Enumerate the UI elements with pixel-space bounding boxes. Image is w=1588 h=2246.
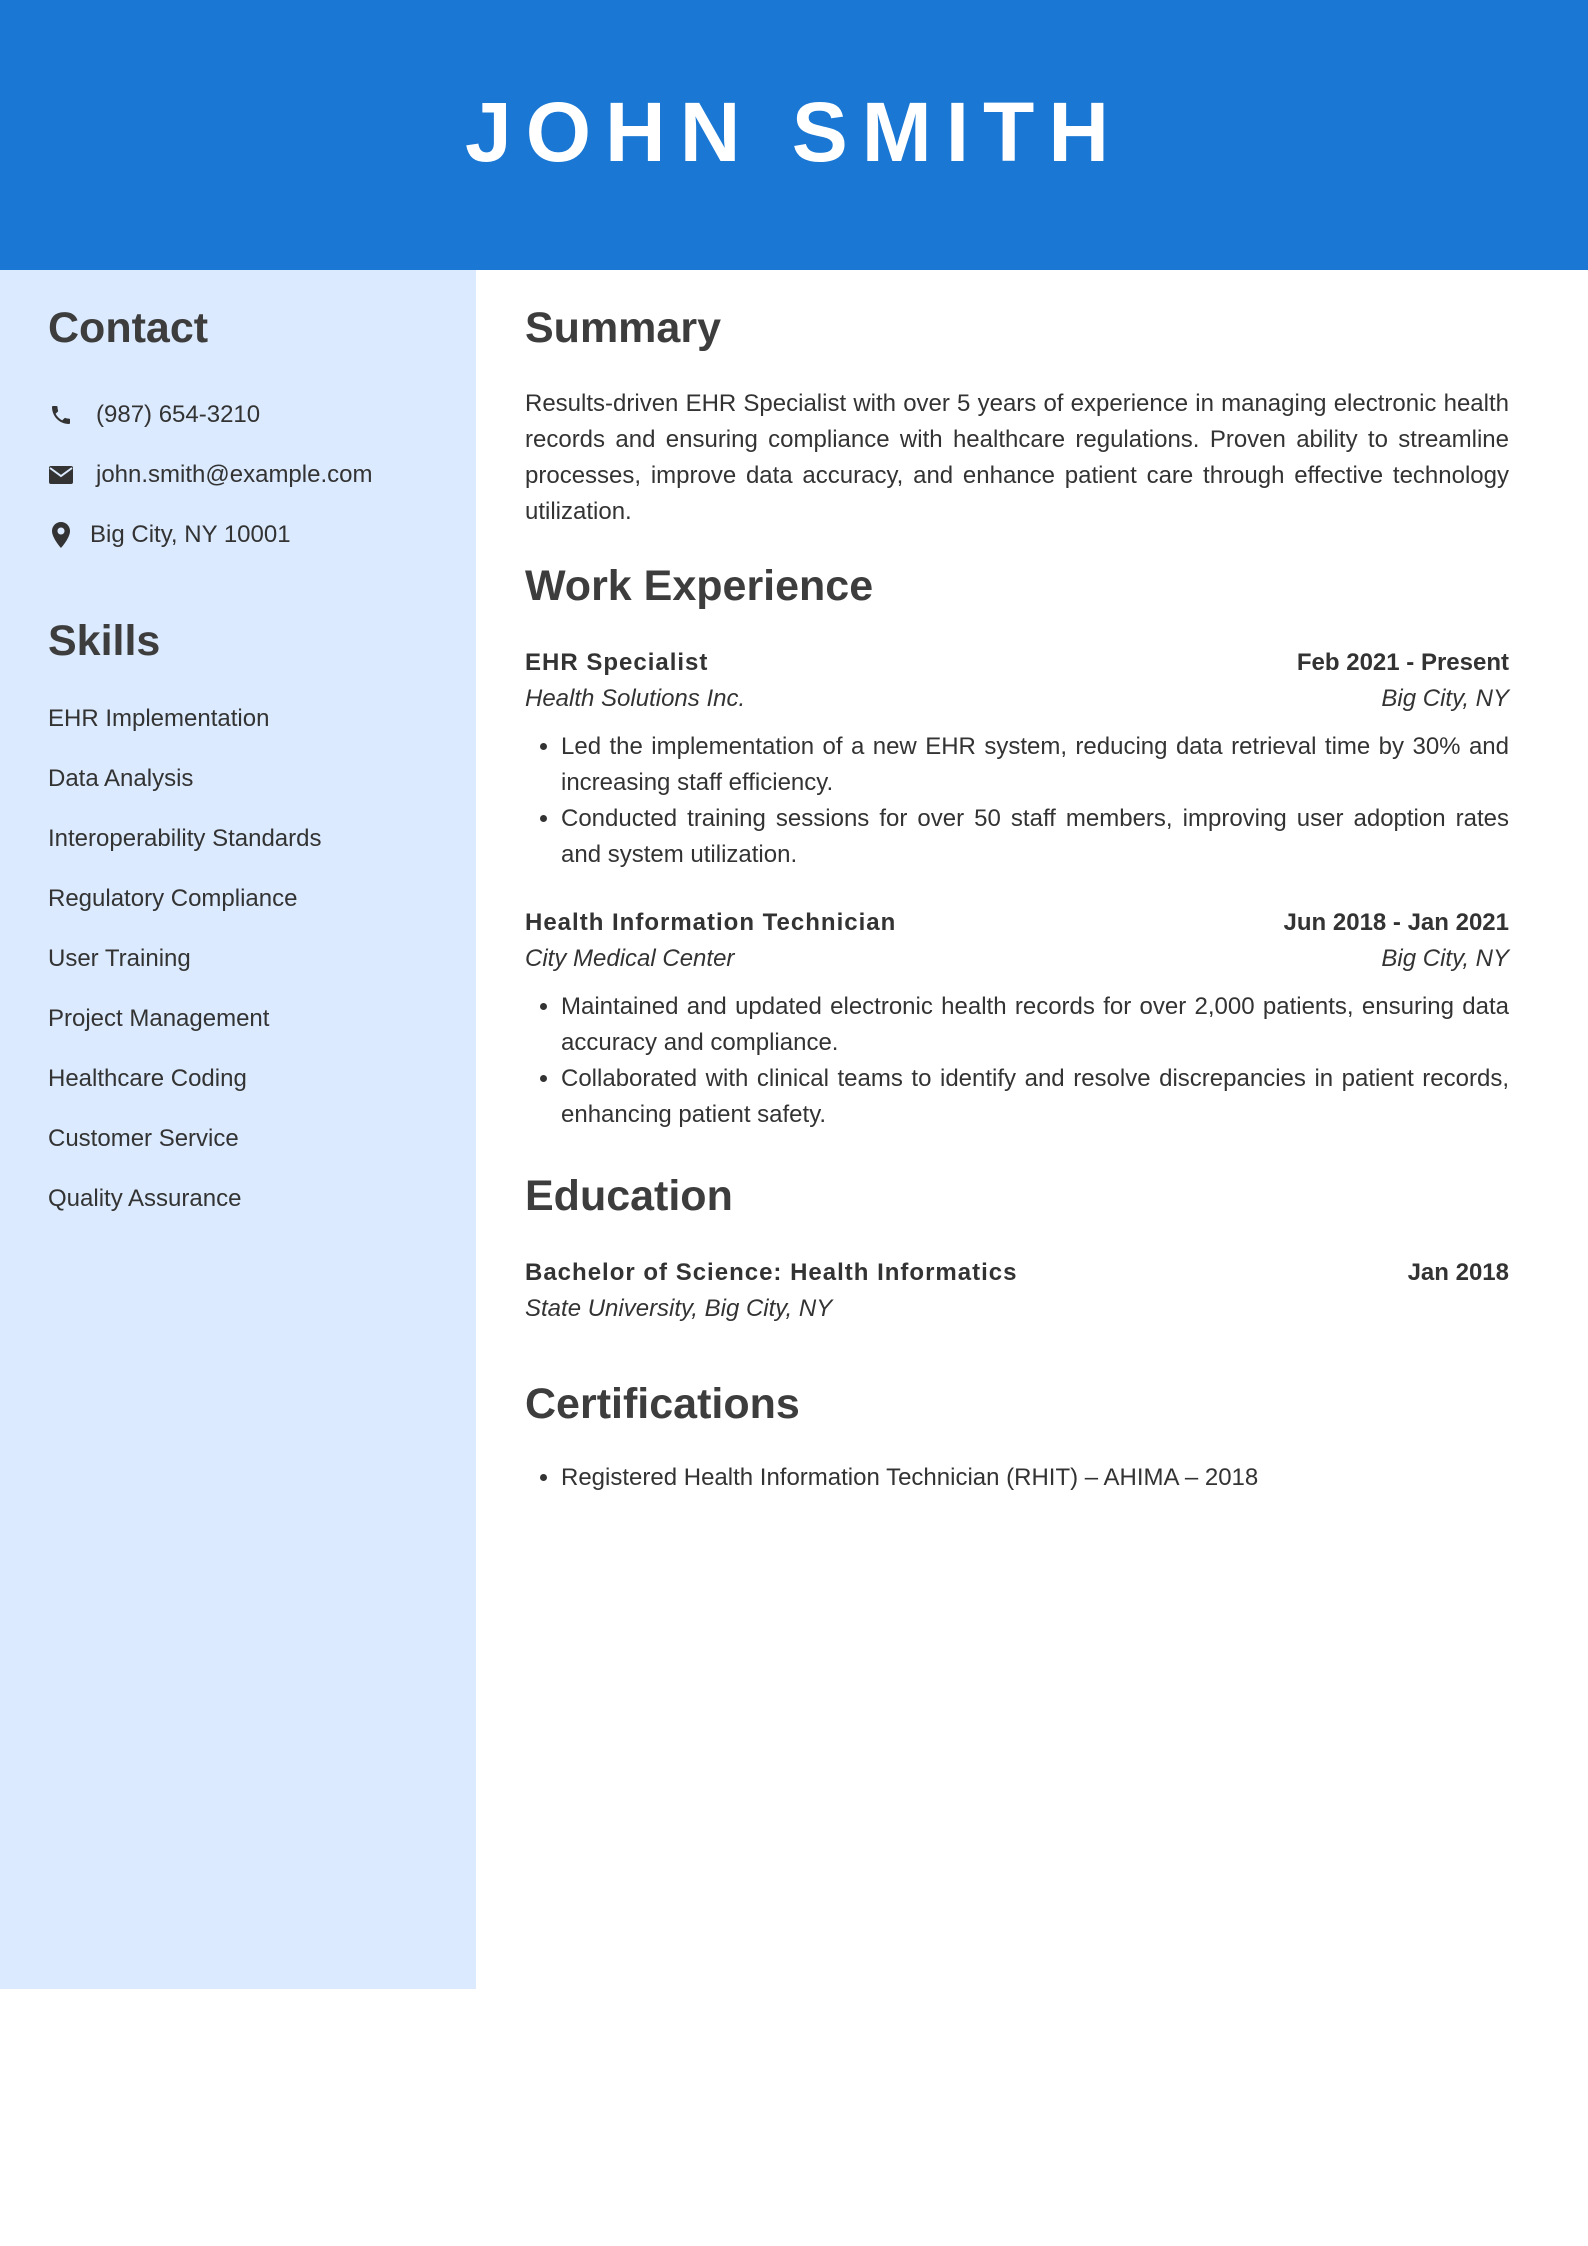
summary-heading: Summary: [525, 304, 721, 352]
sidebar: [0, 270, 476, 1989]
list-item: • Registered Health Information Technician (RHIT) – AHIMA – 2018: [561, 1460, 1509, 1496]
skill-item: EHR Implementation: [48, 705, 270, 732]
skill-item: Quality Assurance: [48, 1185, 242, 1212]
map-marker-icon: [48, 522, 74, 548]
degree: Bachelor of Science: Health Informatics: [525, 1259, 1018, 1286]
job-header: [525, 648, 1509, 678]
job-title: EHR Specialist: [525, 649, 709, 676]
envelope-icon: [48, 462, 74, 488]
contact-location-text: Big City, NY 10001: [90, 521, 291, 548]
list-item: • Collaborated with clinical teams to identify and resolve discrepancies in patient records, enhancing patient safety.: [561, 1061, 1509, 1133]
skill-item: Data Analysis: [48, 765, 194, 792]
job-company: City Medical Center: [525, 945, 735, 972]
skill-item: Interoperability Standards: [48, 825, 322, 852]
job-title: Health Information Technician: [525, 909, 897, 936]
education-header: [525, 1258, 1509, 1288]
contact-phone-text: (987) 654-3210: [96, 401, 261, 428]
experience-heading: Work Experience: [525, 562, 874, 610]
education-heading: Education: [525, 1172, 733, 1220]
job-bullets: [525, 989, 1509, 1133]
skill-item: User Training: [48, 945, 191, 972]
list-item: • Maintained and updated electronic health records for over 2,000 patients, ensuring data accuracy and compliance.: [561, 989, 1509, 1061]
contact-heading: Contact: [48, 304, 209, 352]
certifications-list: [525, 1460, 1509, 1496]
job-location: Big City, NY: [1381, 945, 1509, 972]
contact-phone: [48, 397, 260, 433]
job-dates: Feb 2021 - Present: [1296, 649, 1509, 676]
list-item: • Led the implementation of a new EHR system, reducing data retrieval time by 30% and increasing staff efficiency.: [561, 729, 1509, 801]
education-school-row: [525, 1294, 1509, 1324]
job-subheader: [525, 944, 1509, 974]
job-company: Health Solutions Inc.: [525, 685, 746, 712]
education-date: Jan 2018: [1407, 1259, 1509, 1286]
contact-email-text[interactable]: john.smith@example.com: [96, 461, 373, 488]
phone-icon: [48, 402, 74, 428]
job-subheader: [525, 684, 1509, 714]
skill-item: Customer Service: [48, 1125, 239, 1152]
list-item: • Conducted training sessions for over 50 staff members, improving user adoption rates and system utilization.: [561, 801, 1509, 873]
job-location: Big City, NY: [1381, 685, 1509, 712]
school: State University, Big City, NY: [525, 1295, 833, 1322]
skill-item: Healthcare Coding: [48, 1065, 247, 1092]
skills-heading: Skills: [48, 617, 161, 665]
job-bullets: [525, 729, 1509, 873]
job-dates: Jun 2018 - Jan 2021: [1283, 909, 1509, 936]
job-header: [525, 908, 1509, 938]
skill-item: Project Management: [48, 1005, 270, 1032]
summary-text: Results-driven EHR Specialist with over 5 years of experience in managing electronic health records and ensuring compliance with healthcare regulations. Proven ability to streamline processes, improve data accuracy, and enhance patient care through effective technology utilization.: [525, 390, 1509, 525]
certifications-heading: Certifications: [525, 1380, 800, 1428]
contact-email: [48, 457, 372, 493]
contact-location: [48, 517, 291, 553]
header-banner: [0, 0, 1588, 270]
skill-item: Regulatory Compliance: [48, 885, 298, 912]
candidate-name: JOHN SMITH: [464, 84, 1124, 179]
